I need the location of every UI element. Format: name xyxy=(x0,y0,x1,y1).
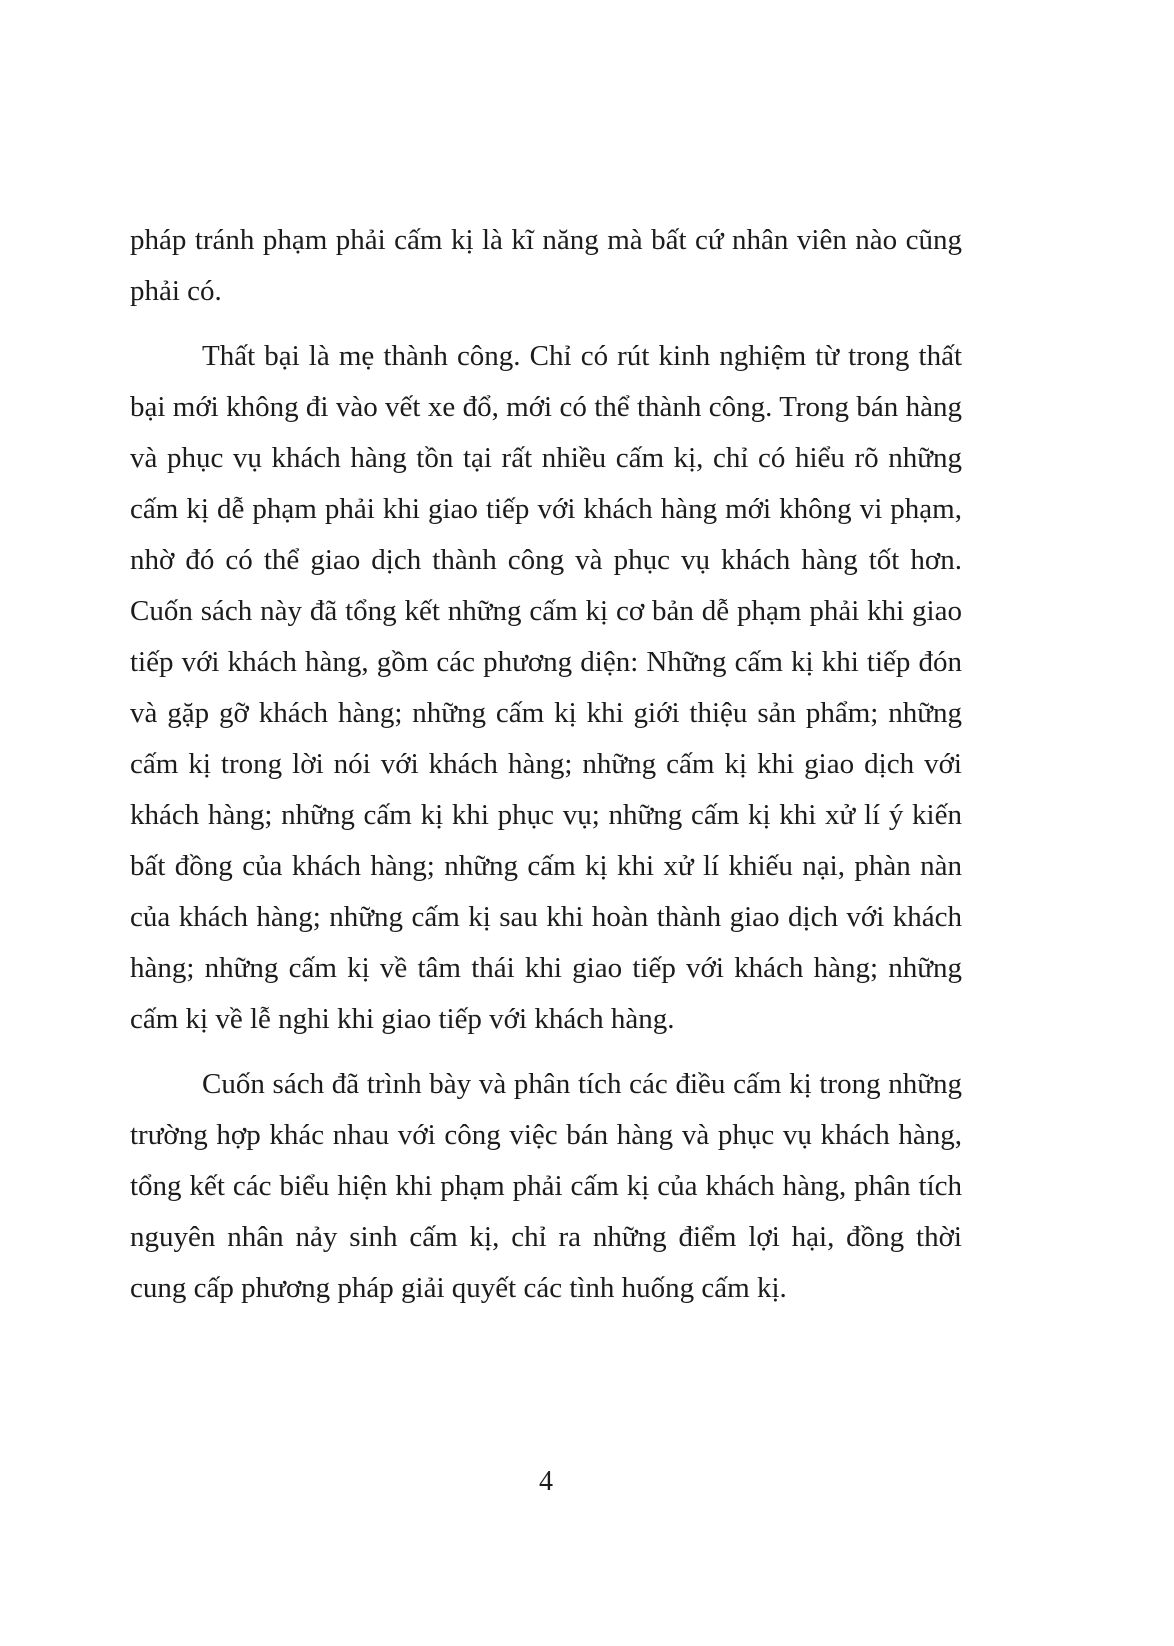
page-number: 4 xyxy=(539,1466,553,1497)
paragraph: Cuốn sách đã trình bày và phân tích các điều cấm kị trong những trường hợp khác nhau với công việc bán hàng và phục vụ khách hàng, tổng kết các biểu hiện khi phạm phải cấm kị của khách hàng, phân tích nguyên nhân nảy sinh cấm kị, chỉ ra những điểm lợi hại, đồng thời cung cấp phương pháp giải quyết các tình huống cấm kị. xyxy=(130,1068,962,1304)
page-text-block xyxy=(130,215,962,1328)
paragraph: Thất bại là mẹ thành công. Chỉ có rút kinh nghiệm từ trong thất bại mới không đi vào vết xe đổ, mới có thể thành công. Trong bán hàng và phục vụ khách hàng tồn tại rất nhiều cấm kị, chỉ có hiểu rõ những cấm kị dễ phạm phải khi giao tiếp với khách hàng mới không vi phạm, nhờ đó có thể giao dịch thành công và phục vụ khách hàng tốt hơn. Cuốn sách này đã tổng kết những cấm kị cơ bản dễ phạm phải khi giao tiếp với khách hàng, gồm các phương diện: Những cấm kị khi tiếp đón và gặp gỡ khách hàng; những cấm kị khi giới thiệu sản phẩm; những cấm kị trong lời nói với khách hàng; những cấm kị khi giao dịch với khách hàng; những cấm kị khi phục vụ; những cấm kị khi xử lí ý kiến bất đồng của khách hàng; những cấm kị khi xử lí khiếu nại, phàn nàn của khách hàng; những cấm kị sau khi hoàn thành giao dịch với khách hàng; những cấm kị về tâm thái khi giao tiếp với khách hàng; những cấm kị về lễ nghi khi giao tiếp với khách hàng. xyxy=(130,340,962,1035)
paragraph: pháp tránh phạm phải cấm kị là kĩ năng mà bất cứ nhân viên nào cũng phải có. xyxy=(130,224,962,307)
